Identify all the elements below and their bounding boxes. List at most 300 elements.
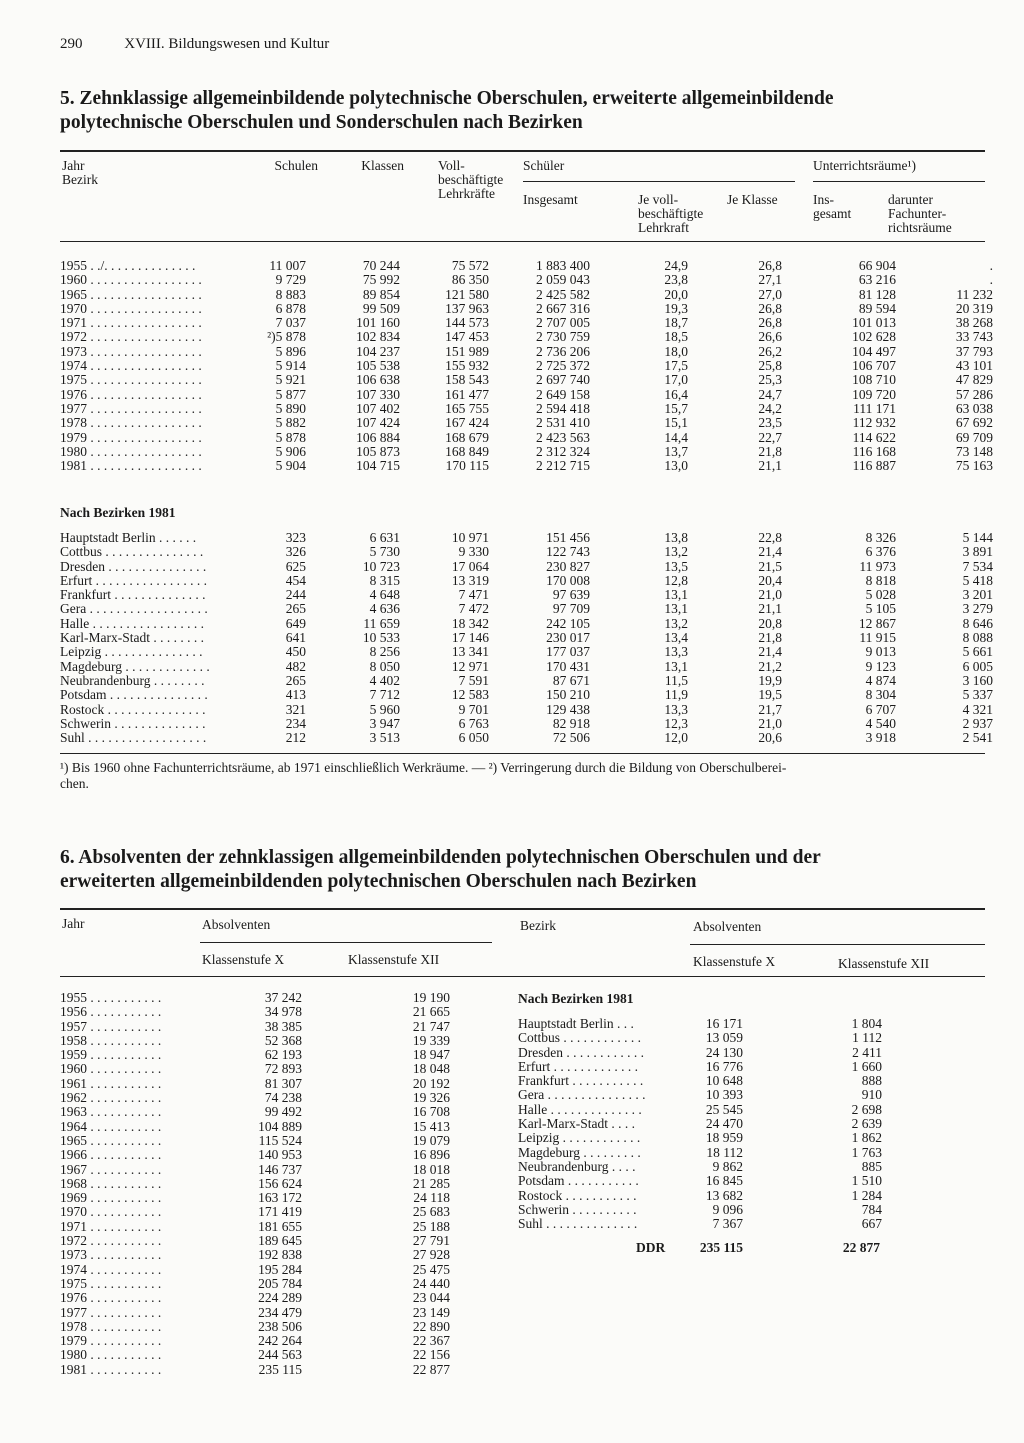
cell-value: 8 326 bbox=[865, 530, 896, 545]
cell-value: 27 791 bbox=[412, 1233, 450, 1249]
cell-value: 170 115 bbox=[445, 458, 489, 474]
cell-value: 13,1 bbox=[664, 587, 688, 603]
cell-value: 20,8 bbox=[758, 615, 782, 631]
cell-value: 7 534 bbox=[962, 558, 993, 574]
cell-value: 11 915 bbox=[859, 630, 896, 646]
cell-value: 89 854 bbox=[362, 286, 400, 302]
cell-value: 177 037 bbox=[546, 644, 590, 660]
row-label: 1973 . . . . . . . . . . . . . . . . . bbox=[60, 343, 202, 359]
cell-value: 8 315 bbox=[369, 572, 400, 588]
cell-value: 156 624 bbox=[258, 1175, 302, 1191]
table-row bbox=[60, 615, 993, 631]
cell-value: 23 149 bbox=[412, 1304, 450, 1320]
cell-value: 37 242 bbox=[264, 990, 302, 1005]
table-row bbox=[60, 1333, 450, 1349]
table5-footnote-line2: chen. bbox=[60, 776, 89, 791]
cell-value: 784 bbox=[861, 1201, 882, 1217]
cell-value: 25,8 bbox=[758, 358, 782, 374]
cell-value: 12,8 bbox=[664, 572, 688, 588]
table-row bbox=[60, 1290, 450, 1306]
cell-value: 1 510 bbox=[851, 1173, 882, 1189]
row-label: 1972 . . . . . . . . . . . bbox=[60, 1233, 162, 1249]
table-row bbox=[60, 415, 993, 431]
row-label: Karl-Marx-Stadt . . . . bbox=[518, 1116, 635, 1132]
table6-districts-heading: Nach Bezirken 1981 bbox=[518, 991, 634, 1006]
cell-value: 21 747 bbox=[412, 1018, 450, 1034]
cell-value: 5 878 bbox=[275, 429, 306, 445]
cell-value: 75 992 bbox=[362, 272, 400, 288]
cell-value: 4 636 bbox=[369, 601, 400, 617]
cell-value: 6 005 bbox=[962, 658, 993, 674]
cell-value: 97 639 bbox=[552, 587, 590, 603]
cell-value: 18 959 bbox=[705, 1130, 743, 1146]
cell-value: 13,3 bbox=[664, 644, 688, 660]
table-row bbox=[60, 715, 993, 731]
table-row bbox=[60, 530, 993, 545]
table5-title-line2: polytechnische Oberschulen und Sonderschulen nach Bezirken bbox=[60, 112, 583, 133]
cell-value: 121 580 bbox=[445, 286, 489, 302]
table-row bbox=[60, 1118, 450, 1134]
row-label: Erfurt . . . . . . . . . . . . . bbox=[518, 1058, 638, 1074]
table5-header-insgesamt: Insgesamt bbox=[523, 192, 578, 207]
cell-value: 2 411 bbox=[852, 1044, 882, 1060]
table5-header-darunter-1: darunter bbox=[888, 192, 933, 207]
cell-value: 75 572 bbox=[451, 258, 489, 273]
cell-value: 12 971 bbox=[451, 658, 489, 674]
table5-header-raeume-ins-2: gesamt bbox=[813, 206, 852, 221]
table-row bbox=[60, 701, 993, 717]
cell-value: 5 896 bbox=[275, 343, 306, 359]
cell-value: 108 710 bbox=[852, 372, 896, 388]
cell-value: 13,2 bbox=[664, 615, 688, 631]
row-label: 1979 . . . . . . . . . . . . . . . . . bbox=[60, 429, 202, 445]
cell-value: 482 bbox=[285, 658, 306, 674]
cell-value: 4 648 bbox=[369, 587, 400, 603]
row-label: 1981 . . . . . . . . . . . bbox=[60, 1361, 162, 1377]
cell-value: 11,5 bbox=[664, 672, 688, 688]
table-row bbox=[60, 358, 993, 374]
cell-value: 21,8 bbox=[758, 630, 782, 646]
cell-value: 6 376 bbox=[865, 544, 896, 560]
cell-value: 43 101 bbox=[955, 358, 993, 374]
cell-value: 13,5 bbox=[664, 558, 688, 574]
table5-header-klassen: Klassen bbox=[361, 158, 404, 173]
cell-value: 21,1 bbox=[758, 458, 782, 474]
cell-value: 52 368 bbox=[264, 1032, 302, 1048]
cell-value: 33 743 bbox=[955, 329, 993, 345]
cell-value: 1 284 bbox=[851, 1187, 882, 1203]
row-label: 1970 . . . . . . . . . . . . . . . . . bbox=[60, 300, 202, 316]
cell-value: 5 337 bbox=[962, 687, 993, 703]
table-row bbox=[60, 1075, 450, 1091]
running-head bbox=[60, 36, 329, 53]
table6-header-jahr: Jahr bbox=[62, 916, 85, 931]
cell-value: 18,5 bbox=[664, 329, 688, 345]
cell-value: 107 402 bbox=[356, 400, 400, 416]
cell-value: 13,7 bbox=[664, 443, 688, 459]
table5-schueler-rule bbox=[523, 181, 795, 182]
row-label: 1976 . . . . . . . . . . . bbox=[60, 1290, 162, 1306]
cell-value: 205 784 bbox=[258, 1275, 302, 1291]
cell-value: 6 878 bbox=[275, 300, 306, 316]
cell-value: 22 877 bbox=[412, 1361, 450, 1377]
cell-value: 7 367 bbox=[712, 1216, 743, 1232]
cell-value: 11 659 bbox=[363, 615, 400, 631]
cell-value: 70 244 bbox=[362, 258, 400, 273]
cell-value: 105 873 bbox=[356, 443, 400, 459]
cell-value: 105 538 bbox=[356, 358, 400, 374]
table5-header-schueler: Schüler bbox=[523, 158, 565, 173]
cell-value: 27,0 bbox=[758, 286, 782, 302]
table5-header-je-lk-2: beschäftigte bbox=[638, 206, 704, 221]
row-label: 1977 . . . . . . . . . . . . . . . . . bbox=[60, 400, 202, 416]
cell-value: 170 008 bbox=[546, 572, 590, 588]
row-label: 1960 . . . . . . . . . . . . . . . . . bbox=[60, 272, 202, 288]
row-label: Rostock . . . . . . . . . . . . . . . bbox=[60, 701, 206, 717]
cell-value: 81 307 bbox=[264, 1075, 302, 1091]
table6-absolventen-rule-left bbox=[200, 942, 492, 943]
cell-value: 16 845 bbox=[705, 1173, 743, 1189]
table-row bbox=[60, 443, 993, 459]
cell-value: 21,5 bbox=[758, 558, 782, 574]
table6-total-stufe-x: 235 115 bbox=[699, 1240, 743, 1255]
cell-value: 13,3 bbox=[664, 701, 688, 717]
row-label: 1955 . . . . . . . . . . . bbox=[60, 990, 162, 1005]
cell-value: 244 bbox=[285, 587, 306, 603]
cell-value: 7 037 bbox=[275, 315, 306, 331]
row-label: 1969 . . . . . . . . . . . bbox=[60, 1190, 162, 1206]
cell-value: 99 492 bbox=[264, 1104, 302, 1120]
cell-value: 9 123 bbox=[865, 658, 896, 674]
cell-value: 2 594 418 bbox=[536, 400, 590, 416]
row-label: 1961 . . . . . . . . . . . bbox=[60, 1075, 162, 1091]
cell-value: 1 763 bbox=[851, 1144, 882, 1160]
table5-header-raeume: Unterrichtsräume¹) bbox=[813, 158, 917, 173]
cell-value: 107 330 bbox=[356, 386, 400, 402]
cell-value: 25 188 bbox=[412, 1218, 450, 1234]
table-row bbox=[518, 1173, 918, 1187]
cell-value: 189 645 bbox=[258, 1233, 302, 1249]
cell-value: 10 648 bbox=[705, 1073, 743, 1089]
cell-value: 13,1 bbox=[664, 658, 688, 674]
cell-value: 81 128 bbox=[858, 286, 896, 302]
table-row bbox=[60, 286, 993, 302]
table6-districts-body bbox=[518, 1016, 918, 1230]
cell-value: 73 148 bbox=[955, 443, 993, 459]
cell-value: 140 953 bbox=[258, 1147, 302, 1163]
cell-value: 63 216 bbox=[858, 272, 896, 288]
cell-value: 13,4 bbox=[664, 630, 688, 646]
cell-value: 9 096 bbox=[712, 1201, 743, 1217]
table5-header-rule bbox=[60, 241, 985, 242]
row-label: 1972 . . . . . . . . . . . . . . . . . bbox=[60, 329, 202, 345]
cell-value: 23 044 bbox=[412, 1290, 450, 1306]
cell-value: 910 bbox=[861, 1087, 882, 1103]
table5-header-je-lk-3: Lehrkraft bbox=[638, 220, 689, 235]
chapter-title: XVIII. Bildungswesen und Kultur bbox=[124, 36, 330, 52]
cell-value: 3 891 bbox=[962, 544, 993, 560]
table-row bbox=[518, 1102, 918, 1116]
cell-value: 11 973 bbox=[859, 558, 896, 574]
cell-value: 163 172 bbox=[258, 1190, 302, 1206]
table5-header-lehrkraefte-3: Lehrkräfte bbox=[438, 186, 495, 201]
cell-value: 2 725 372 bbox=[536, 358, 590, 374]
row-label: Potsdam . . . . . . . . . . . . . . . bbox=[60, 687, 208, 703]
table-row bbox=[60, 1132, 450, 1148]
table-row bbox=[60, 1161, 450, 1177]
cell-value: 4 874 bbox=[865, 672, 896, 688]
cell-value: . bbox=[989, 272, 993, 288]
cell-value: 20,6 bbox=[758, 730, 782, 746]
row-label: 1962 . . . . . . . . . . . bbox=[60, 1090, 162, 1106]
cell-value: 74 238 bbox=[264, 1090, 302, 1106]
cell-value: 20,4 bbox=[758, 572, 782, 588]
cell-value: 1 112 bbox=[852, 1030, 882, 1046]
cell-value: 72 506 bbox=[552, 730, 590, 746]
row-label: Gera . . . . . . . . . . . . . . . bbox=[518, 1087, 646, 1103]
row-label: 1975 . . . . . . . . . . . . . . . . . bbox=[60, 372, 202, 388]
cell-value: 7 472 bbox=[458, 601, 489, 617]
cell-value: 2 667 316 bbox=[536, 300, 590, 316]
cell-value: 6 707 bbox=[865, 701, 896, 717]
row-label: Potsdam . . . . . . . . . . . bbox=[518, 1173, 639, 1189]
table-row bbox=[518, 1059, 918, 1073]
row-label: 1974 . . . . . . . . . . . . . . . . . bbox=[60, 358, 202, 374]
cell-value: 38 385 bbox=[264, 1018, 302, 1034]
table5-footnote bbox=[60, 760, 970, 792]
table-row bbox=[60, 558, 993, 574]
cell-value: 3 947 bbox=[369, 715, 400, 731]
table-row bbox=[518, 1159, 918, 1173]
cell-value: 167 424 bbox=[445, 415, 489, 431]
table-row bbox=[60, 1247, 450, 1263]
cell-value: 19,3 bbox=[664, 300, 688, 316]
row-label: Cottbus . . . . . . . . . . . . . . . bbox=[60, 544, 204, 560]
table6-total-stufe-xii: 22 877 bbox=[842, 1240, 880, 1255]
cell-value: 13 341 bbox=[451, 644, 489, 660]
table5-title-line1: 5. Zehnklassige allgemeinbildende polytechnische Oberschulen, erweiterte allgemeinbildende bbox=[60, 88, 834, 109]
row-label: Magdeburg . . . . . . . . . bbox=[518, 1144, 641, 1160]
row-label: 1973 . . . . . . . . . . . bbox=[60, 1247, 162, 1263]
row-label: 1977 . . . . . . . . . . . bbox=[60, 1304, 162, 1320]
table5-years-body bbox=[60, 258, 993, 474]
cell-value: 107 424 bbox=[356, 415, 400, 431]
cell-value: 5 960 bbox=[369, 701, 400, 717]
cell-value: 3 160 bbox=[962, 672, 993, 688]
cell-value: 13,0 bbox=[664, 458, 688, 474]
cell-value: 72 893 bbox=[264, 1061, 302, 1077]
row-label: 1963 . . . . . . . . . . . bbox=[60, 1104, 162, 1120]
cell-value: 38 268 bbox=[955, 315, 993, 331]
row-label: Cottbus . . . . . . . . . . . . bbox=[518, 1030, 642, 1046]
cell-value: 22 890 bbox=[412, 1318, 450, 1334]
table6-header-stufe-x-left: Klassenstufe X bbox=[202, 952, 285, 967]
table-row bbox=[60, 644, 993, 660]
cell-value: 19,9 bbox=[758, 672, 782, 688]
table-row bbox=[518, 1030, 918, 1044]
cell-value: 106 707 bbox=[852, 358, 896, 374]
cell-value: 3 918 bbox=[865, 730, 896, 746]
table-row bbox=[60, 329, 993, 345]
cell-value: 21,8 bbox=[758, 443, 782, 459]
row-label: 1979 . . . . . . . . . . . bbox=[60, 1333, 162, 1349]
cell-value: 12,3 bbox=[664, 715, 688, 731]
cell-value: 2 541 bbox=[962, 730, 993, 746]
table-row bbox=[60, 1218, 450, 1234]
row-label: 1957 . . . . . . . . . . . bbox=[60, 1018, 162, 1034]
cell-value: 16 776 bbox=[705, 1058, 743, 1074]
cell-value: 24,2 bbox=[758, 400, 782, 416]
cell-value: 19 339 bbox=[412, 1032, 450, 1048]
cell-value: 413 bbox=[285, 687, 306, 703]
cell-value: 8 883 bbox=[275, 286, 306, 302]
cell-value: 57 286 bbox=[955, 386, 993, 402]
table6-header-bezirk: Bezirk bbox=[520, 918, 556, 933]
cell-value: 8 818 bbox=[865, 572, 896, 588]
cell-value: 4 540 bbox=[865, 715, 896, 731]
cell-value: 2 059 043 bbox=[536, 272, 590, 288]
table-row bbox=[60, 1004, 450, 1020]
cell-value: 181 655 bbox=[258, 1218, 302, 1234]
table-row bbox=[60, 1361, 450, 1377]
table-row bbox=[60, 1061, 450, 1077]
cell-value: 99 509 bbox=[362, 300, 400, 316]
table-row bbox=[60, 315, 993, 331]
row-label: 1958 . . . . . . . . . . . bbox=[60, 1032, 162, 1048]
row-label: Neubrandenburg . . . . bbox=[518, 1158, 636, 1174]
cell-value: 101 160 bbox=[356, 315, 400, 331]
cell-value: 27 928 bbox=[412, 1247, 450, 1263]
cell-value: 1 862 bbox=[851, 1130, 882, 1146]
cell-value: 3 201 bbox=[962, 587, 993, 603]
cell-value: 24,9 bbox=[664, 258, 688, 273]
cell-value: 8 050 bbox=[369, 658, 400, 674]
cell-value: 111 171 bbox=[853, 400, 896, 416]
row-label: Dresden . . . . . . . . . . . . bbox=[518, 1044, 644, 1060]
cell-value: 18 947 bbox=[412, 1047, 450, 1063]
table-row bbox=[60, 1261, 450, 1277]
cell-value: 151 989 bbox=[445, 343, 489, 359]
table-row bbox=[60, 1347, 450, 1363]
cell-value: 2 697 740 bbox=[536, 372, 590, 388]
row-label: Hauptstadt Berlin . . . . . . bbox=[60, 530, 197, 545]
row-label: 1964 . . . . . . . . . . . bbox=[60, 1118, 162, 1134]
row-label: 1965 . . . . . . . . . . . . . . . . . bbox=[60, 286, 202, 302]
cell-value: 454 bbox=[285, 572, 306, 588]
cell-value: 242 105 bbox=[546, 615, 590, 631]
cell-value: 2 639 bbox=[851, 1116, 882, 1132]
cell-value: . bbox=[989, 258, 993, 273]
cell-value: 11 232 bbox=[956, 286, 993, 302]
table6-header-stufe-xii-right: Klassenstufe XII bbox=[838, 956, 930, 971]
cell-value: 17 146 bbox=[451, 630, 489, 646]
cell-value: 86 350 bbox=[451, 272, 489, 288]
row-label: 1976 . . . . . . . . . . . . . . . . . bbox=[60, 386, 202, 402]
table-row bbox=[60, 272, 993, 288]
cell-value: 2 649 158 bbox=[536, 386, 590, 402]
cell-value: 22 367 bbox=[412, 1333, 450, 1349]
cell-value: 641 bbox=[285, 630, 306, 646]
cell-value: 5 144 bbox=[962, 530, 993, 545]
cell-value: 12 867 bbox=[858, 615, 896, 631]
cell-value: ²)5 878 bbox=[267, 329, 306, 345]
cell-value: 115 524 bbox=[258, 1132, 302, 1148]
cell-value: 104 497 bbox=[852, 343, 896, 359]
cell-value: 75 163 bbox=[955, 458, 993, 474]
cell-value: 238 506 bbox=[258, 1318, 302, 1334]
cell-value: 5 730 bbox=[369, 544, 400, 560]
cell-value: 21,1 bbox=[758, 601, 782, 617]
cell-value: 165 755 bbox=[445, 400, 489, 416]
cell-value: 27,1 bbox=[758, 272, 782, 288]
cell-value: 129 438 bbox=[546, 701, 590, 717]
row-label: 1956 . . . . . . . . . . . bbox=[60, 1004, 162, 1020]
cell-value: 16 896 bbox=[412, 1147, 450, 1163]
table5-header-darunter-2: Fachunter- bbox=[888, 206, 947, 221]
cell-value: 13,2 bbox=[664, 544, 688, 560]
cell-value: 2 423 563 bbox=[536, 429, 590, 445]
table5-header-schulen: Schulen bbox=[274, 158, 318, 173]
cell-value: 24 470 bbox=[705, 1116, 743, 1132]
cell-value: 62 193 bbox=[264, 1047, 302, 1063]
cell-value: 63 038 bbox=[955, 400, 993, 416]
cell-value: 5 105 bbox=[865, 601, 896, 617]
table-row bbox=[518, 1130, 918, 1144]
cell-value: 116 887 bbox=[852, 458, 896, 474]
cell-value: 24,7 bbox=[758, 386, 782, 402]
cell-value: 12 583 bbox=[451, 687, 489, 703]
table-row bbox=[518, 1016, 918, 1030]
row-label: 1971 . . . . . . . . . . . . . . . . . bbox=[60, 315, 202, 331]
table5-footnote-line1: ¹) Bis 1960 ohne Fachunterrichtsräume, ab 1971 einschließlich Werkräume. — ²) Verringerung durch die Bildung von Oberschulberei- bbox=[60, 760, 787, 775]
cell-value: 67 692 bbox=[955, 415, 993, 431]
cell-value: 5 877 bbox=[275, 386, 306, 402]
cell-value: 6 763 bbox=[458, 715, 489, 731]
cell-value: 5 914 bbox=[275, 358, 306, 374]
cell-value: 3 513 bbox=[369, 730, 400, 746]
row-label: 1960 . . . . . . . . . . . bbox=[60, 1061, 162, 1077]
cell-value: 13 682 bbox=[705, 1187, 743, 1203]
table6-header-stufe-xii-left: Klassenstufe XII bbox=[348, 952, 440, 967]
cell-value: 26,8 bbox=[758, 258, 782, 273]
cell-value: 265 bbox=[285, 672, 306, 688]
cell-value: 12,0 bbox=[664, 730, 688, 746]
row-label: Frankfurt . . . . . . . . . . . . . . bbox=[60, 587, 206, 603]
cell-value: 18,0 bbox=[664, 343, 688, 359]
cell-value: 244 563 bbox=[258, 1347, 302, 1363]
table5-header-je-klasse: Je Klasse bbox=[727, 192, 778, 207]
cell-value: 5 906 bbox=[275, 443, 306, 459]
cell-value: 155 932 bbox=[445, 358, 489, 374]
row-label: 1966 . . . . . . . . . . . bbox=[60, 1147, 162, 1163]
row-label: 1980 . . . . . . . . . . . . . . . . . bbox=[60, 443, 202, 459]
cell-value: 19 079 bbox=[412, 1132, 450, 1148]
cell-value: 2 937 bbox=[962, 715, 993, 731]
table-row bbox=[60, 258, 993, 273]
row-label: 1959 . . . . . . . . . . . bbox=[60, 1047, 162, 1063]
cell-value: 9 013 bbox=[865, 644, 896, 660]
cell-value: 24 118 bbox=[413, 1190, 450, 1206]
cell-value: 888 bbox=[861, 1073, 882, 1089]
table-row bbox=[518, 1216, 918, 1230]
cell-value: 104 889 bbox=[258, 1118, 302, 1134]
cell-value: 102 834 bbox=[356, 329, 400, 345]
row-label: Hauptstadt Berlin . . . bbox=[518, 1016, 634, 1031]
table-row bbox=[518, 1188, 918, 1202]
cell-value: 116 168 bbox=[852, 443, 896, 459]
row-label: 1981 . . . . . . . . . . . . . . . . . bbox=[60, 458, 202, 474]
row-label: 1978 . . . . . . . . . . . . . . . . . bbox=[60, 415, 202, 431]
